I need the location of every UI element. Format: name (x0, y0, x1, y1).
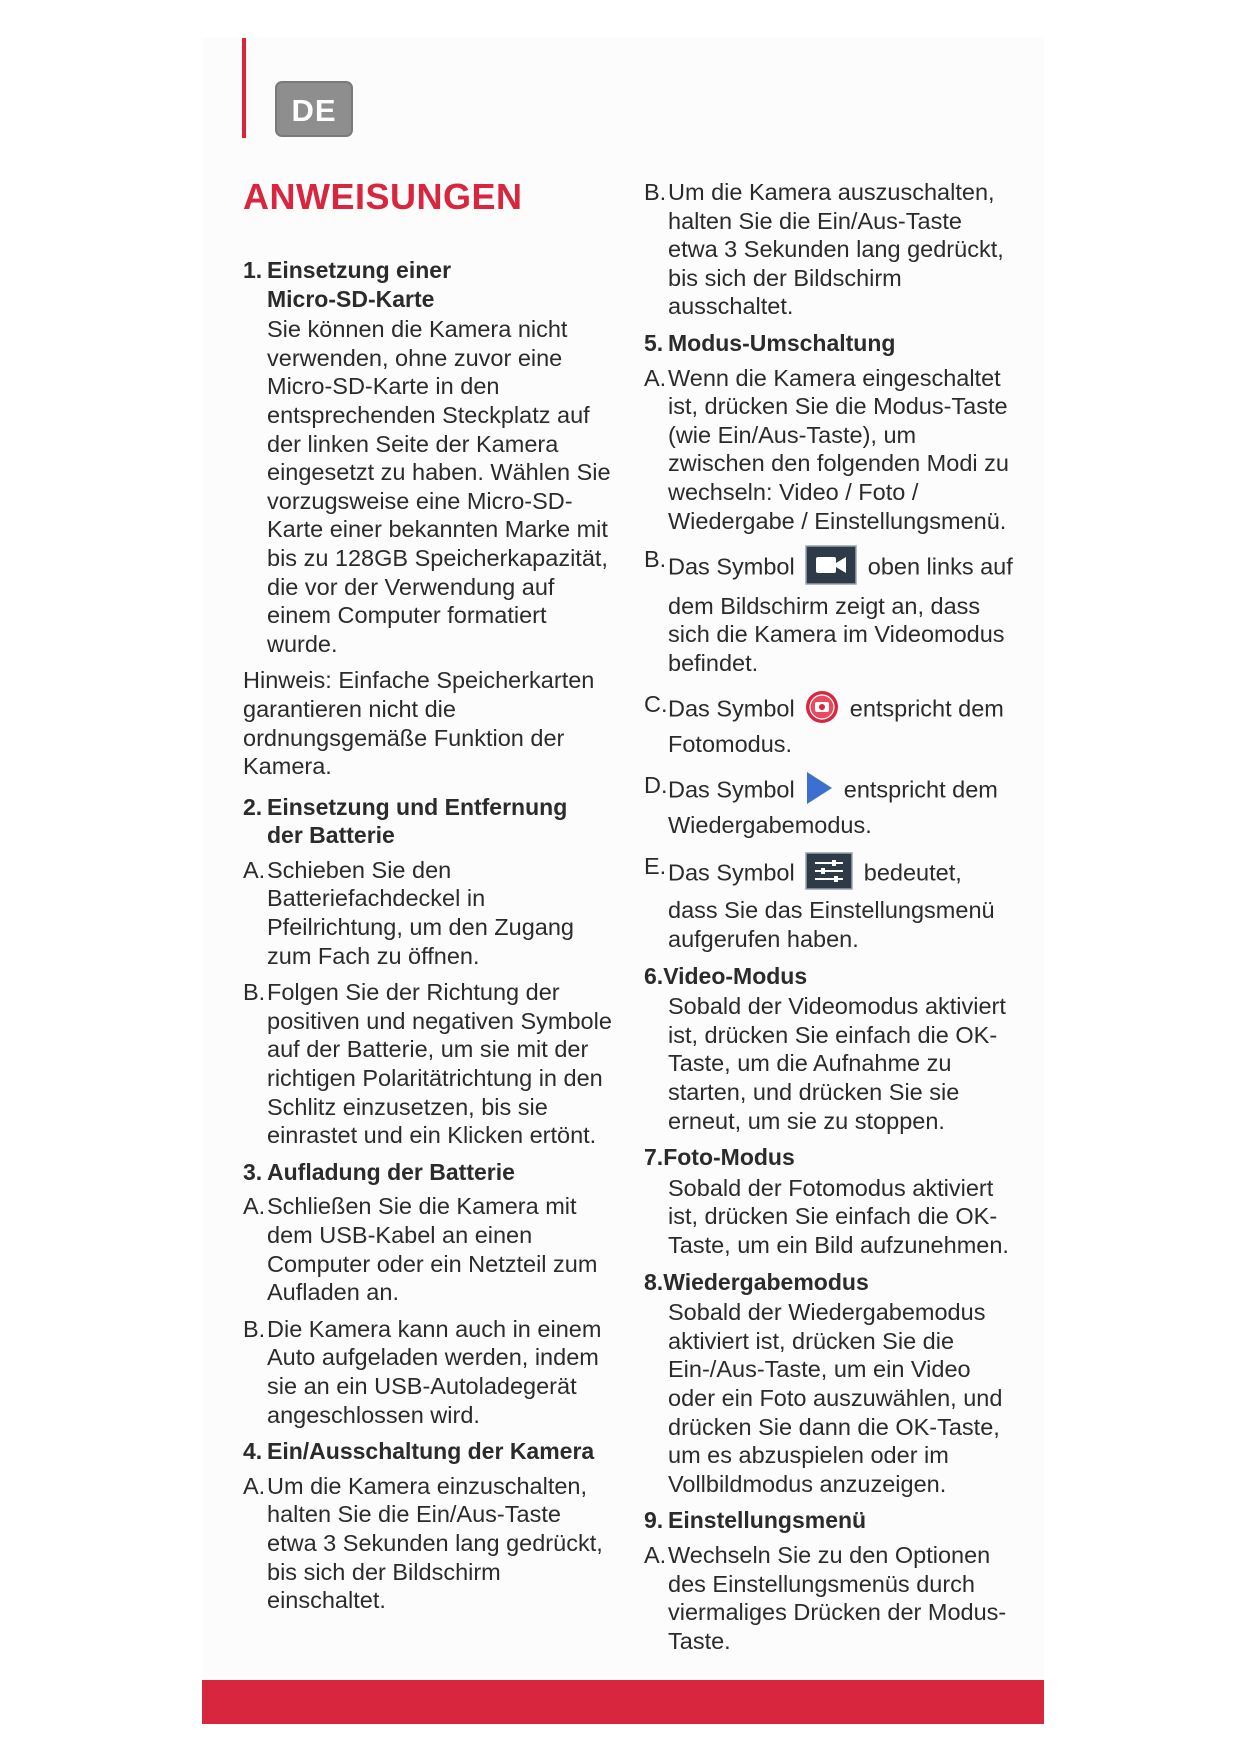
section-number: 7. (644, 1144, 664, 1171)
item-text-pre: Das Symbol (668, 776, 795, 803)
item-text: Folgen Sie der Richtung der positiven und negativen Symbole auf der Batterie, um sie mit der richtigen Polaritätrichtung in den Schlitz einzusetzen, bis sie einrastet und ein Klicken ertönt. (267, 979, 612, 1149)
section-number: 1. (243, 257, 263, 283)
section-4-heading (243, 1437, 613, 1466)
section-1-heading (243, 256, 613, 313)
section-2-heading (243, 793, 613, 850)
item-text-post: entspricht dem Wiedergabemodus. (668, 776, 998, 839)
section-8-body: Sobald der Wiedergabemodus aktiviert ist, drücken Sie die Ein-/Aus-Taste, um ein Video oder ein Foto auszuwählen, und drücken Sie dann die OK-Taste, um es abzuspielen oder im Vollbildmodus anzuzeigen. (668, 1299, 1003, 1497)
item-text: Schieben Sie den Batteriefachdeckel in Pfeilrichtung, um den Zugang zum Fach zu öffnen. (267, 856, 574, 969)
section-4-item-a (243, 1472, 613, 1615)
item-label: B. (644, 179, 667, 205)
video-camera-icon (805, 545, 857, 592)
section-9-item-a (644, 1541, 1014, 1655)
section-title: Modus-Umschaltung (668, 329, 896, 356)
language-badge: DE (275, 81, 353, 137)
item-label: B. (644, 546, 667, 573)
section-5-item-a (644, 364, 1014, 536)
item-text (668, 852, 1014, 954)
section-number: 4. (243, 1438, 263, 1465)
section-title-line: Einsetzung und Entfernung (267, 793, 568, 820)
item-text: Um die Kamera einzuschalten, halten Sie die Ein/Aus-Taste etwa 3 Sekunden lang gedrückt, bis sich der Bildschirm einschaltet. (267, 1472, 603, 1614)
item-label: D. (644, 771, 668, 798)
right-column (644, 178, 1014, 1663)
item-label: E. (644, 852, 667, 879)
item-label: A. (243, 1193, 266, 1220)
left-column (243, 256, 613, 1623)
item-text-post: oben links auf dem Bildschirm zeigt an, dass sich die Kamera im Videomodus befindet. (668, 553, 1013, 676)
section-4-item-b (644, 178, 1014, 321)
section-1-body: Sie können die Kamera nicht verwenden, ohne zuvor eine Micro-SD-Karte in den entsprechenden Steckplatz auf der linken Seite der Kamera eingesetzt zu haben. Wählen Sie vorzugsweise eine Micro-SD-Karte einer bekannten Marke mit bis zu 128GB Speicherkapazität, die vor der Verwendung auf einem Computer formatiert wurde. (267, 316, 611, 657)
section-number: 3. (243, 1158, 263, 1185)
item-text: Schließen Sie die Kamera mit dem USB-Kabel an einen Computer oder ein Netzteil zum Aufladen an. (267, 1193, 598, 1306)
item-label: B. (243, 1315, 266, 1342)
section-title-line: der Batterie (267, 822, 395, 849)
footer-bar (202, 1680, 1044, 1724)
section-title: Foto-Modus (663, 1144, 795, 1171)
section-5-item-c (644, 690, 1014, 759)
item-text: Die Kamera kann auch in einem Auto aufgeladen werden, indem sie an ein USB-Autoladegerät angeschlossen wird. (267, 1315, 602, 1428)
section-2-item-a (243, 856, 613, 970)
section-number: 5. (644, 329, 664, 356)
item-label: A. (644, 1541, 667, 1568)
section-title: Wiedergabemodus (663, 1268, 869, 1295)
section-title: Video-Modus (663, 962, 808, 989)
item-text-post: bedeutet, dass Sie das Einstellungsmenü aufgerufen haben. (668, 859, 995, 953)
item-text-pre: Das Symbol (668, 859, 795, 886)
section-5-item-b (644, 545, 1014, 677)
item-text (668, 545, 1014, 677)
section-7-heading (644, 1143, 1014, 1172)
section-title: Aufladung der Batterie (267, 1158, 515, 1185)
item-text (668, 771, 1014, 840)
item-text: Wechseln Sie zu den Optionen des Einstellungsmenüs durch viermaliges Drücken der Modus-Taste. (668, 1541, 1007, 1654)
section-number: 9. (644, 1507, 664, 1534)
section-5-item-e (644, 852, 1014, 954)
section-title: Ein/Ausschaltung der Kamera (267, 1438, 595, 1465)
section-7-body: Sobald der Fotomodus aktiviert ist, drücken Sie einfach die OK-Taste, um ein Bild aufzunehmen. (668, 1174, 1009, 1258)
item-label: A. (644, 364, 667, 391)
item-text: Wenn die Kamera eingeschaltet ist, drücken Sie die Modus-Taste (wie Ein/Aus-Taste), um zwischen den folgenden Modi zu wechseln: Video / Foto / Wiedergabe / Einstellungsmenü. (668, 364, 1009, 534)
accent-bar (242, 38, 246, 138)
item-label: C. (644, 690, 668, 717)
section-number: 8. (644, 1268, 664, 1295)
section-1-note: Hinweis: Einfache Speicherkarten garantieren nicht die ordnungsgemäße Funktion der Kamera. (243, 667, 595, 780)
section-title: Einstellungsmenü (668, 1507, 867, 1534)
item-label: B. (243, 979, 266, 1006)
section-8-heading (644, 1268, 1014, 1297)
section-5-heading (644, 329, 1014, 358)
photo-camera-icon (805, 690, 839, 731)
section-3-item-a (243, 1192, 613, 1306)
section-3-heading (243, 1158, 613, 1187)
item-text: Um die Kamera auszuschalten, halten Sie die Ein/Aus-Taste etwa 3 Sekunden lang gedrückt, bis sich der Bildschirm ausschaltet. (668, 179, 1004, 320)
section-number: 6. (644, 962, 664, 989)
item-text-pre: Das Symbol (668, 695, 795, 721)
play-icon (805, 771, 833, 812)
item-text-post: entspricht dem Fotomodus. (668, 695, 1004, 758)
section-number: 2. (243, 793, 263, 820)
item-label: A. (243, 856, 266, 883)
item-text (668, 690, 1014, 759)
item-text-pre: Das Symbol (668, 553, 795, 580)
item-label: A. (243, 1472, 266, 1499)
page-title: ANWEISUNGEN (243, 176, 523, 217)
section-title-line: Einsetzung einer (267, 257, 452, 283)
section-title-line: Micro-SD-Karte (267, 285, 435, 312)
section-5-item-d (644, 771, 1014, 840)
section-2-item-b (243, 978, 613, 1150)
section-6-heading (644, 962, 1014, 991)
section-6-body: Sobald der Videomodus aktiviert ist, drücken Sie einfach die OK-Taste, um die Aufnahme zu starten, und drücken Sie sie erneut, um sie zu stoppen. (668, 993, 1006, 1134)
section-3-item-b (243, 1315, 613, 1429)
section-9-heading (644, 1506, 1014, 1535)
settings-sliders-icon (805, 852, 853, 897)
